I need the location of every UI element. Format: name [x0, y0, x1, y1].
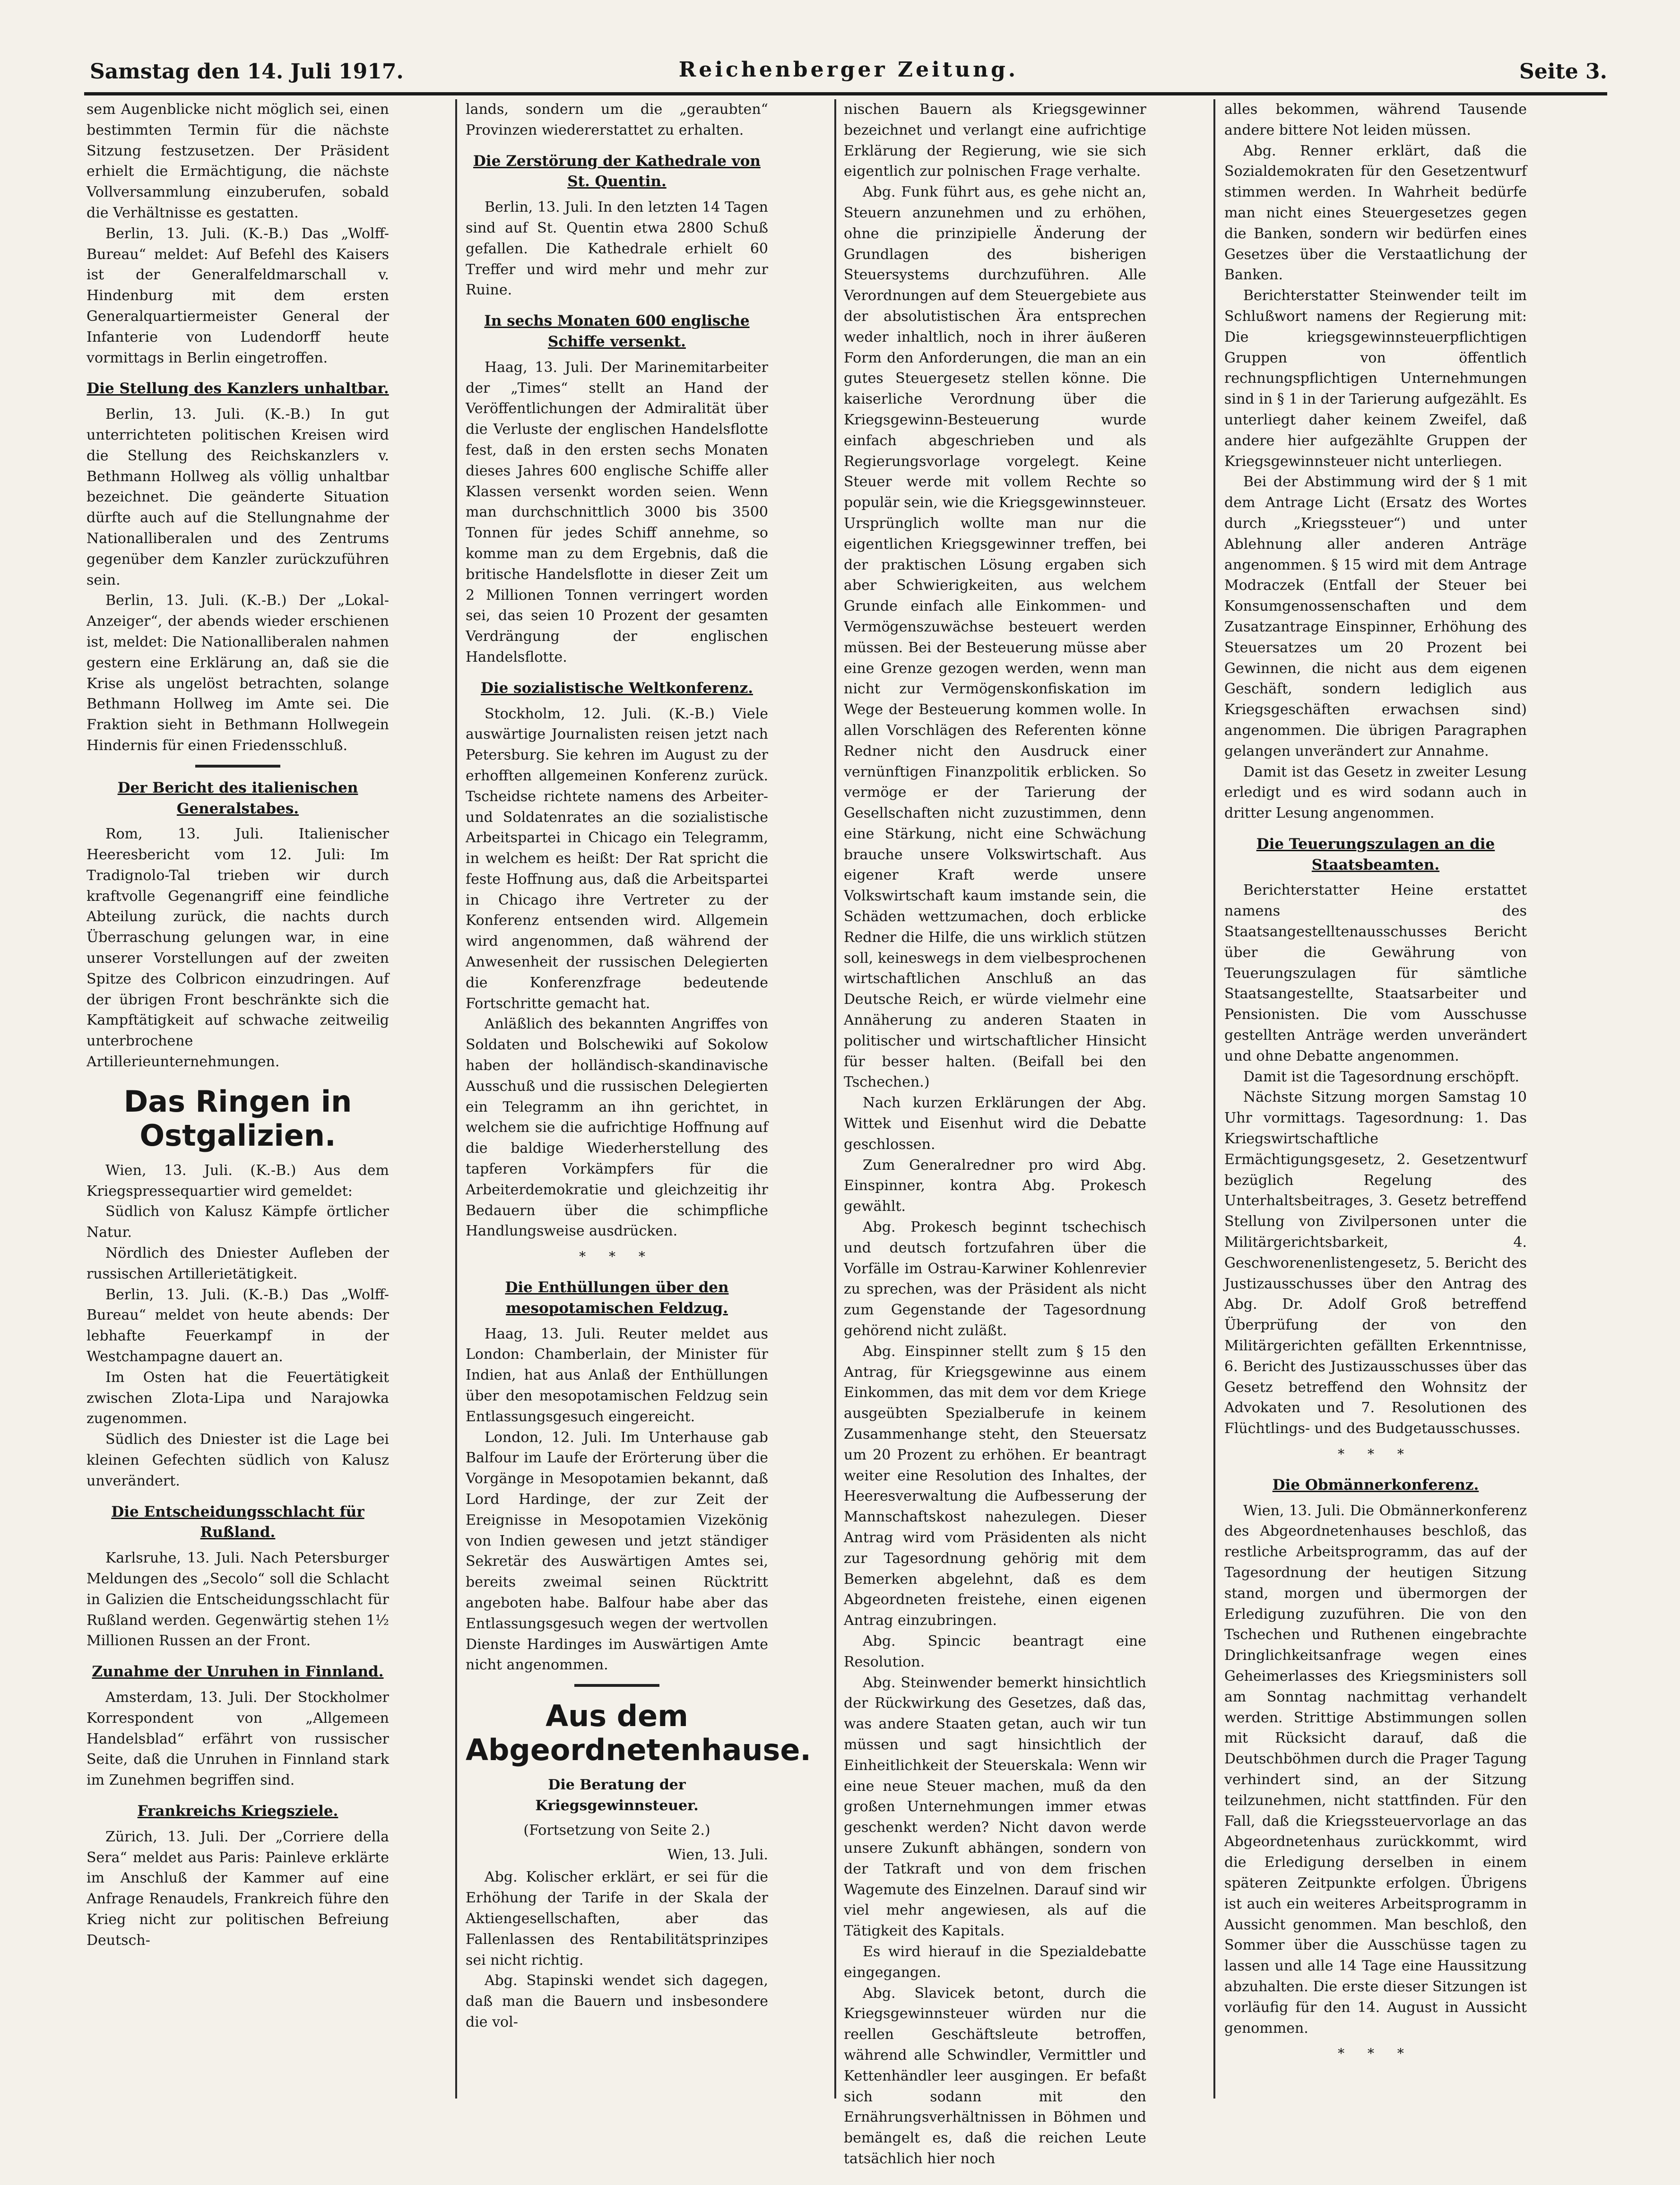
paragraph: Abg. Funk führt aus, es gehe nicht an, Steuern anzunehmen und zu erhöhen, ohne die prinzipielle Änderung der Grundlagen des bisherigen Steuersystems durchzuführen. Alle Verordnungen auf dem Steuergebiete aus der absolutistischen Ära entsprechen weder inhaltlich, noch in ihrer äußeren Form den Anforderungen, die man an ein gutes Steuergesetz stellen könne. Die kaiserliche Verordnung über die Kriegsgewinn-Besteuerung wurde einfach abgeschrieben und als Regierungsvorlage vorgelegt. Keine Steuer werde mit vollem Rechte so populär sein, wie die Kriegsgewinnsteuer. Ursprünglich wollte man nur die eigentlichen Kriegsgewinner treffen, bei der praktischen Lösung ergaben sich aber Schwierigkeiten, aus welchem Grunde einfach alle Einkommen- und Vermögenszuwächse besteuert werden müssen. Bei der Besteuerung müsse aber eine Grenze gezogen werden, wenn man nicht zur Vermögenskonfiskation im Wege der Besteuerung kommen wolle. In allen Vorschlägen des Referenten könne Redner nicht den Ausdruck einer vernünftigen Finanzpolitik erblicken. So vermöge er der Tarierung der Gesellschaften nicht zuzustimmen, denn eine Stärkung, nicht eine Schwächung brauche unsere Volkswirtschaft. Aus eigener Kraft werde unsere Volkswirtschaft kaum imstande sein, die Schäden wettzumachen, doch erblicke Redner die Hilfe, die uns wirklich stützen soll, keineswegs in dem vielbesprochenen wirtschaftlichen Anschluß an das Deutsche Reich, er würde vielmehr eine Annäherung zu anderen Staaten in politischer und wirtschaftlicher Hinsicht für besser halten. (Beifall bei den Tschechen.) [844, 184, 1146, 1091]
article-heading: Die Entscheidungsschlacht für Rußland. [111, 1503, 364, 1541]
column-divider [455, 99, 457, 2099]
article-heading: Zunahme der Unruhen in Finnland. [92, 1663, 384, 1681]
masthead-title: Reichenberger Zeitung. [678, 58, 1019, 82]
column-1 [87, 99, 389, 2084]
paragraph: Abg. Kolischer erklärt, er sei für die Erhöhung der Tarife in der Skala der Aktiengesellschaften, aber das Fallenlassen des Rentabilitätsprinzipes sei nicht richtig. [466, 1869, 768, 1969]
paragraph: Berlin, 13. Juli. (K.-B.) Das „Wolff-Bureau“ meldet von heute abends: Der lebhafte Feuerkampf in der Westchampagne dauert an. [87, 1286, 389, 1365]
paragraph: Berlin, 13. Juli. (K.-B.) Das „Wolff-Bureau“ meldet: Auf Befehl des Kaisers ist der Generalfeldmarschall v. Hindenburg mit dem ersten Generalquartiermeister General der Infanterie von Ludendorff heute vormittags in Berlin eingetroffen. [87, 225, 389, 366]
article-subheading: Die Beratung der Kriegsgewinnsteuer. [535, 1777, 699, 1814]
paragraph: Bei der Abstimmung wird der § 1 mit dem Antrage Licht (Ersatz des Wortes durch „Kriegssteuer“) und unter Ablehnung aller anderen Anträge angenommen. § 15 wird mit dem Antrage Modraczek (Entfall der Steuer bei Konsumgenossenschaften und dem Zusatzantrage Einspinner, Erhöhung des Steuersatzes um 20 Prozent bei Gewinnen, die nicht aus dem eigenen Geschäft, sondern lediglich aus Kriegsgeschäften erwachsen sind) angenommen. Die übrigen Paragraphen gelangen unverändert zur Annahme. [1224, 474, 1527, 760]
article-heading: Die Stellung des Kanzlers unhaltbar. [87, 380, 389, 397]
paragraph: Abg. Spincic beantragt eine Resolution. [844, 1632, 1146, 1670]
paragraph: Haag, 13. Juli. Reuter meldet aus London: Chamberlain, der Minister für Indien, hat aus Anlaß der Enthüllungen über den mesopotamischen Feldzug sein Entlassungsgesuch eingereicht. [466, 1325, 768, 1425]
asterism-separator: * * * [1338, 2046, 1413, 2062]
section-headline: Das Ringen in Ostgalizien. [123, 1084, 352, 1153]
paragraph: Berlin, 13. Juli. (K.-B.) Der „Lokal-Anzeiger“, der abends wieder erschienen ist, meldet: Die Nationalliberalen nahmen gestern eine Erklärung an, daß sie die Krise als ungelöst betrachten, solange Bethmann Hollweg im Amte sei. Die Fraktion sieht in Bethmann Hollwegein Hindernis für einen Friedensschluß. [87, 592, 389, 754]
header-rule [84, 92, 1607, 95]
column-divider [1213, 99, 1215, 2099]
paragraph: Abg. Slavicek betont, durch die Kriegsgewinnsteuer würden nur die reellen Geschäftsleute betroffen, während alle Schwindler, Vermittler und Kettenhändler leer ausgingen. Er befaßt sich sodann mit den Ernährungsverhältnissen in Böhmen und bemängelt es, daß die reichen Leute tatsächlich hier noch [844, 1985, 1146, 2167]
paragraph: Abg. Renner erklärt, daß die Sozialdemokraten für den Gesetzentwurf stimmen werden. In Wahrheit bedürfe man nicht eines Steuergesetzes gegen die Banken, sondern wir bedürfen eines Gesetzes über die Verstaatlichung der Banken. [1224, 142, 1527, 284]
paragraph: Berlin, 13. Juli. In den letzten 14 Tagen sind auf St. Quentin etwa 2800 Schuß gefallen. Die Kathedrale erhielt 60 Treffer und wird mehr und mehr zur Ruine. [466, 199, 768, 299]
paragraph: Rom, 13. Juli. Italienischer Heeresbericht vom 12. Juli: Im Tradignolo-Tal trieben wir durch kraftvolle Gegenangriff eine feindliche Abteilung zurück, die nachts durch Überraschung gelungen war, in eine unserer Vorstellungen auf der zweiten Spitze des Colbricon einzudringen. Auf der übrigen Front beschränkte sich die Kampftätigkeit auf schwache zeitweilig unterbrochene Artillerieunternehmungen. [87, 826, 389, 1071]
section-headline: Aus dem Abgeordnetenhause. [466, 1699, 811, 1768]
column-4 [1224, 99, 1527, 2084]
column-3 [844, 99, 1146, 2167]
article-heading: Die Zerstörung der Kathedrale von St. Quentin. [473, 152, 761, 190]
article-heading: Der Bericht des italienischen Generalstabes. [117, 779, 358, 817]
paragraph: Nach kurzen Erklärungen der Abg. Wittek und Eisenhut wird die Debatte geschlossen. [844, 1095, 1146, 1153]
paragraph: Südlich von Kalusz Kämpfe örtlicher Natur. [87, 1203, 389, 1241]
paragraph: Nördlich des Dniester Aufleben der russischen Artillerietätigkeit. [87, 1245, 389, 1282]
paragraph: Berichterstatter Steinwender teilt im Schlußwort namens der Regierung mit: Die kriegsgewinnsteuerpflichtigen Gruppen von öffentlich rechnungspflichtigen Unternehmungen sind in § 1 in der Tarierung aufgezählt. Es unterliegt daher keinem Zweifel, daß andere hier aufgezählte Gruppen der Kriegsgewinnsteuer nicht unterliegen. [1224, 287, 1527, 470]
paragraph: alles bekommen, während Tausende andere bittere Not leiden müssen. [1224, 101, 1527, 138]
asterism-separator: * * * [1338, 1446, 1413, 1462]
paragraph: Damit ist das Gesetz in zweiter Lesung erledigt und es wird sodann auch in dritter Lesung angenommen. [1224, 763, 1527, 822]
paragraph: Wien, 13. Juli. (K.-B.) Aus dem Kriegspressequartier wird gemeldet: [87, 1162, 389, 1200]
article-heading: Die Enthüllungen über den mesopotamischen Feldzug. [505, 1279, 729, 1317]
paragraph: Damit ist die Tagesordnung erschöpft. [1243, 1068, 1520, 1085]
dateline: Wien, 13. Juli. [667, 1846, 768, 1863]
paragraph: Haag, 13. Juli. Der Marinemitarbeiter der „Times“ stellt an Hand der Veröffentlichungen der Admiralität über die Verluste der englischen Handelsflotte fest, daß in den ersten sechs Monaten dieses Jahres 600 englische Schiffe aller Klassen versenkt worden seien. Wenn man durchschnittlich 3000 bis 3500 Tonnen für jedes Schiff annehme, so komme man zu dem Ergebnis, daß die britische Handelsflotte in dieser Zeit um 2 Millionen Tonnen verringert worden sei, das seien 10 Prozent der gesamten Verdrängung der englischen Handelsflotte. [466, 359, 768, 665]
column-2 [466, 99, 811, 2084]
paragraph: Es wird hierauf in die Spezialdebatte eingegangen. [844, 1943, 1146, 1981]
paragraph: Nächste Sitzung morgen Samstag 10 Uhr vormittags. Tagesordnung: 1. Das Kriegswirtschaftliche Ermächtigungsgesetz, 2. Gesetzentwurf bezüglich Regelung des Unterhaltsbeitrages, 3. Gesetz betreffend Stellung von Zivilpersonen unter die Militärgerichtsbarkeit, 4. Geschworenenlistengesetz, 5. Bericht des Justizausschusses über den Antrag des Abg. Dr. Adolf Groß betreffend Überprüfung der von den Militärgerichten gefällten Erkenntnisse, 6. Bericht des Justizausschusses über das Gesetz betreffend den Wohnsitz der Advokaten und 7. Resolutionen des Flüchtlings- und des Budgetausschusses. [1224, 1089, 1527, 1437]
paragraph: Anläßlich des bekannten Angriffes von Soldaten und Bolschewiki auf Sokolow haben der holländisch-skandinavische Ausschuß und die russischen Delegierten ein Telegramm an ihn gerichtet, in welchem sie die aufrichtige Hoffnung auf die baldige Wiederherstellung des tapferen Vorkämpfers für die Arbeiterdemokratie und gleichzeitig ihr Bedauern über die schimpfliche Handlungsweise ausdrücken. [466, 1016, 768, 1240]
paragraph: lands, sondern um die „geraubten“ Provinzen wiedererstattet zu erhalten. [466, 101, 768, 138]
separator-rule [574, 1684, 659, 1687]
paragraph: Berichterstatter Heine erstattet namens des Staatsangestelltenausschusses Bericht über die Gewährung von Teuerungszulagen für sämtliche Staatsangestellte, Staatsarbeiter und Pensionisten. Die vom Ausschusse gestellten Anträge werden unverändert und ohne Debatte angenommen. [1224, 882, 1527, 1064]
paragraph: Amsterdam, 13. Juli. Der Stockholmer Korrespondent von „Allgemeen Handelsblad“ erfährt von russischer Seite, daß die Unruhen in Finnland stark im Zunehmen begriffen sind. [87, 1689, 389, 1789]
continuation-note: (Fortsetzung von Seite 2.) [523, 1822, 710, 1839]
paragraph: Abg. Stapinski wendet sich dagegen, daß man die Bauern und insbesondere die vol- [466, 1972, 768, 2030]
paragraph: Berlin, 13. Juli. (K.-B.) In gut unterrichteten politischen Kreisen wird die Stellung des Reichskanzlers v. Bethmann Hollweg als völlig unhaltbar bezeichnet. Die geänderte Situation dürfte auch auf die Stellungnahme der Nationalliberalen und des Zentrums gegenüber dem Kanzler zurückzuführen sein. [87, 406, 389, 588]
paragraph: Abg. Einspinner stellt zum § 15 den Antrag, für Kriegsgewinne aus einem Einkommen, das mit dem vor dem Kriege ausgeübten Spezialberufe in keinem Zusammenhange steht, den Steuersatz um 20 Prozent zu erhöhen. Er beantragt weiter eine Resolution des Inhaltes, der Heeresverwaltung die Aufbesserung der Mannschaftskost nahezulegen. Dieser Antrag wird vom Präsidenten als nicht zur Tagesordnung gehörig mit dem Bemerken abgelehnt, daß es dem Abgeordneten freistehe, einen eigenen Antrag einzubringen. [844, 1343, 1146, 1629]
paragraph: Im Osten hat die Feuertätigkeit zwischen Zlota-Lipa und Narajowka zugenommen. [87, 1369, 389, 1427]
article-heading: Die sozialistische Weltkonferenz. [480, 679, 753, 697]
paragraph: Abg. Prokesch beginnt tschechisch und deutsch fortzufahren über die Vorfälle im Ostrau-Karwiner Kohlenrevier zu sprechen, was der Präsident als nicht zum Gegenstande der Tagesordnung gehörend nicht zuläßt. [844, 1219, 1146, 1339]
column-divider [834, 99, 836, 2099]
article-heading: In sechs Monaten 600 englische Schiffe versenkt. [484, 312, 750, 350]
separator-rule [195, 765, 280, 768]
page-header [90, 56, 1607, 89]
paragraph: Wien, 13. Juli. Die Obmännerkonferenz des Abgeordnetenhauses beschloß, das restliche Arbeitsprogramm, das auf der Tagesordnung der heutigen Sitzung stand, morgen und übermorgen der Erledigung zuzuführen. Die von den Tschechen und Ruthenen eingebrachte Dringlichkeitsanfrage wegen eines Geheimerlasses des Kriegsministers soll am Sonntag nachmittag verhandelt werden. Strittige Abstimmungen sollen mit Rücksicht darauf, daß die Deutschböhmen durch die Prager Tagung verhindert sind, an der Sitzung teilzunehmen, nicht stattfinden. Für den Fall, daß die Kriegssteuervorlage an das Abgeordnetenhaus zurückkommt, wird die Erledigung derselben in einem späteren Zeitpunkte erfolgen. Übrigens ist auch ein weiteres Arbeitsprogramm in Aussicht genommen. Man beschloß, den Sommer über die Ausschüsse tagen zu lassen und alle 14 Tage eine Haussitzung abzuhalten. Die erste dieser Sitzungen ist vorläufig für den 14. August in Aussicht genommen. [1224, 1502, 1527, 2037]
article-heading: Die Obmännerkonferenz. [1272, 1476, 1479, 1494]
paragraph: nischen Bauern als Kriegsgewinner bezeichnet und verlangt eine aufrichtige Erklärung der Regierung, wie sie sich eigentlich zur polnischen Frage verhalte. [844, 101, 1146, 180]
paragraph: Zum Generalredner pro wird Abg. Einspinner, kontra Abg. Prokesch gewählt. [844, 1157, 1146, 1215]
paragraph: Südlich des Dniester ist die Lage bei kleinen Gefechten südlich von Kalusz unverändert. [87, 1431, 389, 1489]
paragraph: Abg. Steinwender bemerkt hinsichtlich der Rückwirkung des Gesetzes, daß das, was andere Staaten getan, auch wir tun müssen und sagt hinsichtlich der Einheitlichkeit der Steuerskala: Wenn wir eine neue Steuer machen, muß da den großen Unternehmungen immer etwas geschenkt werden? Nicht davon werde unsere Zukunft abhängen, sondern von der Tatkraft und von dem frischen Wagemute des Einzelnen. Darauf sind wir viel mehr angewiesen, als auf die Tätigkeit des Kapitals. [844, 1674, 1146, 1940]
paragraph: sem Augenblicke nicht möglich sei, einen bestimmten Termin für die nächste Sitzung festzusetzen. Der Präsident erhielt die Ermächtigung, die nächste Vollversammlung einzuberufen, sobald die Verhältnisse es gestatten. [87, 101, 389, 221]
paragraph: London, 12. Juli. Im Unterhause gab Balfour im Laufe der Erörterung über die Vorgänge in Mesopotamien bekannt, daß Lord Hardinge, der zur Zeit der Ereignisse in Mesopotamien Vizekönig von Indien gewesen und jetzt ständiger Sekretär des Auswärtigen Amtes sei, bereits zweimal seinen Rücktritt angeboten habe. Balfour habe aber das Entlassungsgesuch wegen der wertvollen Dienste Hardinges im Auswärtigen Amte nicht angenommen. [466, 1429, 768, 1674]
article-heading: Die Teuerungszulagen an die Staatsbeamten. [1256, 835, 1495, 873]
paragraph: Karlsruhe, 13. Juli. Nach Petersburger Meldungen des „Secolo“ soll die Schlacht in Galizien die Entscheidungsschlacht für Rußland werden. Gegenwärtig stehen 1½ Millionen Russen an der Front. [87, 1550, 389, 1650]
paragraph: Zürich, 13. Juli. Der „Corriere della Sera“ meldet aus Paris: Painleve erklärte im Anschluß der Kammer auf eine Anfrage Renaudels, Frankreich führe den Krieg nicht zur politischen Befreiung Deutsch- [87, 1828, 389, 1949]
article-heading: Frankreichs Kriegsziele. [137, 1802, 338, 1820]
header-date: Samstag den 14. Juli 1917. [90, 60, 404, 84]
page-number: Seite 3. [1519, 60, 1607, 84]
asterism-separator: * * * [579, 1249, 655, 1265]
paragraph: Stockholm, 12. Juli. (K.-B.) Viele auswärtige Journalisten reisen jetzt nach Petersburg. Sie kehren im August zu der erhofften allgemeinen Konferenz zurück. Tscheidse richtete namens des Arbeiter- und Soldatenrates an die sozialistische Arbeitspartei in Chicago ein Telegramm, in welchem es heißt: Der Rat spricht die feste Hoffnung aus, daß die Arbeitspartei in Chicago ihre Vertreter zu der Konferenz entsenden wird. Allgemein wird angenommen, daß während der Anwesenheit der russischen Delegierten die Konferenzfrage bedeutende Fortschritte gemacht hat. [466, 705, 768, 1012]
